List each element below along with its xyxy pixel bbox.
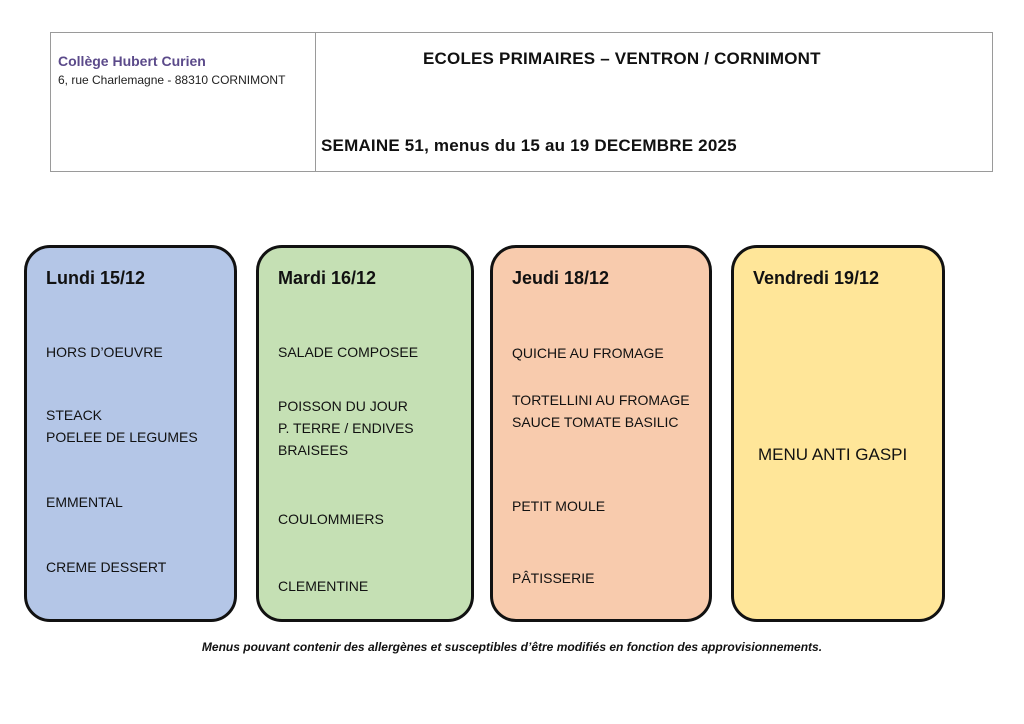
menu-starter: SALADE COMPOSEE [278,344,419,360]
menu-dessert: CLEMENTINE [278,578,369,594]
menu-starter: QUICHE AU FROMAGE [512,345,664,361]
week-title: SEMAINE 51, menus du 15 au 19 DECEMBRE 2025 [321,136,737,155]
day-label: Vendredi 19/12 [753,268,880,288]
day-label: Mardi 16/12 [278,268,377,288]
menu-main: STEACK POELEE DE LEGUMES [46,407,198,445]
menu-cheese: COULOMMIERS [278,511,384,527]
menu-main: TORTELLINI AU FROMAGE SAUCE TOMATE BASILIC [512,392,690,430]
menu-starter: HORS D’OEUVRE [46,344,163,360]
day-label: Lundi 15/12 [46,268,146,288]
page-title: ECOLES PRIMAIRES – VENTRON / CORNIMONT [423,49,821,68]
menu-cheese: EMMENTAL [46,494,123,510]
day-label: Jeudi 18/12 [512,268,610,288]
menu-main: POISSON DU JOUR P. TERRE / ENDIVES BRAISEES [278,398,414,458]
menu-dessert: CREME DESSERT [46,559,167,575]
header-divider [315,33,316,171]
day-card-jeudi [490,245,712,622]
menu-cheese: PETIT MOULE [512,498,606,514]
menu-dessert: PÂTISSERIE [512,570,595,586]
header-box [50,32,993,172]
college-address: 6, rue Charlemagne - 88310 CORNIMONT [58,73,286,87]
college-name: Collège Hubert Curien [58,53,206,69]
day-card-lundi [24,245,237,622]
menu-special: MENU ANTI GASPI [758,445,908,464]
day-card-vendredi [731,245,945,622]
day-card-mardi [256,245,474,622]
allergen-footnote: Menus pouvant contenir des allergènes et susceptibles d’être modifiés en fonction des approvisionnements. [201,640,823,654]
